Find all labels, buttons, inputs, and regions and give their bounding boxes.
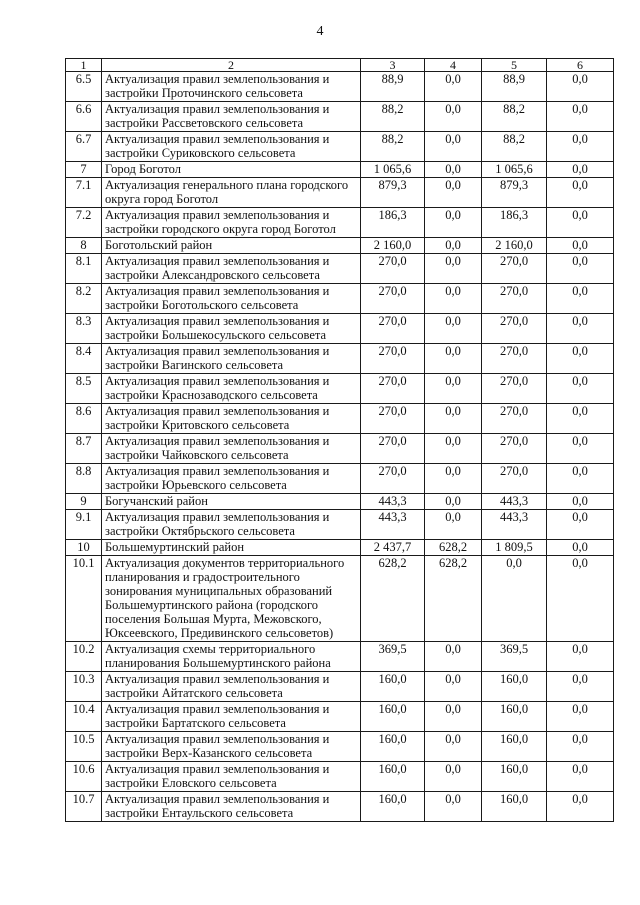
item-name: Актуализация правил землепользования и застройки городского округа город Боготол bbox=[102, 208, 361, 238]
value-col-6: 0,0 bbox=[547, 254, 614, 284]
value-col-3: 270,0 bbox=[361, 284, 425, 314]
item-name: Актуализация правил землепользования и застройки Чайковского сельсовета bbox=[102, 434, 361, 464]
row-number: 8.3 bbox=[66, 314, 102, 344]
value-col-6: 0,0 bbox=[547, 374, 614, 404]
item-name: Богучанский район bbox=[102, 494, 361, 510]
value-col-6: 0,0 bbox=[547, 540, 614, 556]
value-col-5: 879,3 bbox=[482, 178, 547, 208]
table-row bbox=[66, 132, 614, 162]
value-col-6: 0,0 bbox=[547, 642, 614, 672]
value-col-6: 0,0 bbox=[547, 494, 614, 510]
value-col-5: 270,0 bbox=[482, 464, 547, 494]
value-col-6: 0,0 bbox=[547, 132, 614, 162]
table-row bbox=[66, 510, 614, 540]
value-col-5: 270,0 bbox=[482, 284, 547, 314]
value-col-6: 0,0 bbox=[547, 434, 614, 464]
value-col-4: 0,0 bbox=[425, 792, 482, 822]
row-number: 10.5 bbox=[66, 732, 102, 762]
page-number: 4 bbox=[316, 24, 324, 39]
item-name: Актуализация правил землепользования и застройки Александровского сельсовета bbox=[102, 254, 361, 284]
value-col-6: 0,0 bbox=[547, 732, 614, 762]
value-col-3: 1 065,6 bbox=[361, 162, 425, 178]
row-number: 8.4 bbox=[66, 344, 102, 374]
table-row bbox=[66, 102, 614, 132]
row-number: 8.7 bbox=[66, 434, 102, 464]
value-col-5: 443,3 bbox=[482, 494, 547, 510]
table-row bbox=[66, 792, 614, 822]
value-col-6: 0,0 bbox=[547, 72, 614, 102]
value-col-5: 160,0 bbox=[482, 672, 547, 702]
value-col-4: 0,0 bbox=[425, 132, 482, 162]
value-col-4: 0,0 bbox=[425, 72, 482, 102]
value-col-5: 88,2 bbox=[482, 132, 547, 162]
value-col-4: 0,0 bbox=[425, 510, 482, 540]
table-row bbox=[66, 464, 614, 494]
value-col-5: 443,3 bbox=[482, 510, 547, 540]
item-name: Боготольский район bbox=[102, 238, 361, 254]
value-col-3: 88,2 bbox=[361, 102, 425, 132]
row-number: 6.6 bbox=[66, 102, 102, 132]
column-number: 2 bbox=[102, 59, 361, 72]
value-col-4: 0,0 bbox=[425, 672, 482, 702]
value-col-4: 0,0 bbox=[425, 464, 482, 494]
value-col-4: 0,0 bbox=[425, 762, 482, 792]
value-col-4: 0,0 bbox=[425, 284, 482, 314]
value-col-4: 0,0 bbox=[425, 254, 482, 284]
row-number: 7.1 bbox=[66, 178, 102, 208]
row-number: 7 bbox=[66, 162, 102, 178]
item-name: Актуализация правил землепользования и застройки Рассветовского сельсовета bbox=[102, 102, 361, 132]
row-number: 9.1 bbox=[66, 510, 102, 540]
table-row bbox=[66, 238, 614, 254]
value-col-6: 0,0 bbox=[547, 672, 614, 702]
item-name: Актуализация правил землепользования и застройки Краснозаводского сельсовета bbox=[102, 374, 361, 404]
value-col-5: 270,0 bbox=[482, 344, 547, 374]
row-number: 10 bbox=[66, 540, 102, 556]
item-name: Актуализация правил землепользования и застройки Большекосульского сельсовета bbox=[102, 314, 361, 344]
value-col-4: 0,0 bbox=[425, 162, 482, 178]
row-number: 9 bbox=[66, 494, 102, 510]
value-col-5: 270,0 bbox=[482, 314, 547, 344]
column-number: 1 bbox=[66, 59, 102, 72]
value-col-5: 2 160,0 bbox=[482, 238, 547, 254]
row-number: 6.5 bbox=[66, 72, 102, 102]
table-row bbox=[66, 72, 614, 102]
value-col-5: 270,0 bbox=[482, 404, 547, 434]
item-name: Актуализация документов территориального планирования и градостроительного зонирования муниципальных образований Большемуртинского района (городского поселения Большая Мурта, Межовского, Юксеевского, Предивинского сельсоветов) bbox=[102, 556, 361, 642]
table-row bbox=[66, 732, 614, 762]
column-number: 5 bbox=[482, 59, 547, 72]
value-col-5: 0,0 bbox=[482, 556, 547, 642]
value-col-4: 0,0 bbox=[425, 374, 482, 404]
value-col-4: 0,0 bbox=[425, 702, 482, 732]
value-col-4: 0,0 bbox=[425, 208, 482, 238]
table-row bbox=[66, 254, 614, 284]
row-number: 8.8 bbox=[66, 464, 102, 494]
value-col-3: 270,0 bbox=[361, 434, 425, 464]
item-name: Актуализация схемы территориального планирования Большемуртинского района bbox=[102, 642, 361, 672]
value-col-3: 160,0 bbox=[361, 732, 425, 762]
row-number: 8.2 bbox=[66, 284, 102, 314]
value-col-3: 369,5 bbox=[361, 642, 425, 672]
value-col-4: 628,2 bbox=[425, 556, 482, 642]
item-name: Актуализация правил землепользования и застройки Ентаульского сельсовета bbox=[102, 792, 361, 822]
value-col-5: 88,9 bbox=[482, 72, 547, 102]
table-row bbox=[66, 642, 614, 672]
table-row bbox=[66, 434, 614, 464]
row-number: 8 bbox=[66, 238, 102, 254]
value-col-6: 0,0 bbox=[547, 314, 614, 344]
value-col-4: 628,2 bbox=[425, 540, 482, 556]
value-col-5: 1 809,5 bbox=[482, 540, 547, 556]
value-col-6: 0,0 bbox=[547, 702, 614, 732]
value-col-5: 270,0 bbox=[482, 374, 547, 404]
value-col-3: 88,2 bbox=[361, 132, 425, 162]
column-number: 3 bbox=[361, 59, 425, 72]
item-name: Большемуртинский район bbox=[102, 540, 361, 556]
table-row bbox=[66, 540, 614, 556]
value-col-3: 270,0 bbox=[361, 254, 425, 284]
value-col-3: 443,3 bbox=[361, 494, 425, 510]
table-row bbox=[66, 404, 614, 434]
row-number: 8.1 bbox=[66, 254, 102, 284]
value-col-3: 160,0 bbox=[361, 762, 425, 792]
table-row bbox=[66, 314, 614, 344]
value-col-3: 628,2 bbox=[361, 556, 425, 642]
value-col-5: 160,0 bbox=[482, 762, 547, 792]
value-col-4: 0,0 bbox=[425, 732, 482, 762]
value-col-6: 0,0 bbox=[547, 792, 614, 822]
table-row bbox=[66, 344, 614, 374]
value-col-6: 0,0 bbox=[547, 510, 614, 540]
value-col-3: 160,0 bbox=[361, 672, 425, 702]
row-number: 8.5 bbox=[66, 374, 102, 404]
column-number-row bbox=[66, 59, 614, 72]
value-col-3: 879,3 bbox=[361, 178, 425, 208]
row-number: 10.6 bbox=[66, 762, 102, 792]
table-row bbox=[66, 284, 614, 314]
value-col-6: 0,0 bbox=[547, 284, 614, 314]
table-row bbox=[66, 374, 614, 404]
budget-table-body bbox=[66, 59, 614, 822]
value-col-6: 0,0 bbox=[547, 344, 614, 374]
value-col-3: 2 160,0 bbox=[361, 238, 425, 254]
row-number: 10.2 bbox=[66, 642, 102, 672]
column-number: 4 bbox=[425, 59, 482, 72]
item-name: Актуализация правил землепользования и застройки Боготольского сельсовета bbox=[102, 284, 361, 314]
row-number: 7.2 bbox=[66, 208, 102, 238]
value-col-4: 0,0 bbox=[425, 494, 482, 510]
value-col-6: 0,0 bbox=[547, 556, 614, 642]
item-name: Актуализация правил землепользования и застройки Октябрьского сельсовета bbox=[102, 510, 361, 540]
value-col-5: 160,0 bbox=[482, 792, 547, 822]
value-col-5: 160,0 bbox=[482, 702, 547, 732]
value-col-4: 0,0 bbox=[425, 344, 482, 374]
row-number: 10.1 bbox=[66, 556, 102, 642]
item-name: Актуализация правил землепользования и застройки Айтатского сельсовета bbox=[102, 672, 361, 702]
item-name: Актуализация правил землепользования и застройки Юрьевского сельсовета bbox=[102, 464, 361, 494]
value-col-5: 270,0 bbox=[482, 254, 547, 284]
item-name: Актуализация правил землепользования и застройки Бартатского сельсовета bbox=[102, 702, 361, 732]
value-col-3: 160,0 bbox=[361, 792, 425, 822]
table-row bbox=[66, 556, 614, 642]
value-col-6: 0,0 bbox=[547, 762, 614, 792]
value-col-6: 0,0 bbox=[547, 238, 614, 254]
table-row bbox=[66, 702, 614, 732]
value-col-3: 186,3 bbox=[361, 208, 425, 238]
row-number: 8.6 bbox=[66, 404, 102, 434]
table-row bbox=[66, 672, 614, 702]
value-col-3: 270,0 bbox=[361, 314, 425, 344]
item-name: Актуализация правил землепользования и застройки Вагинского сельсовета bbox=[102, 344, 361, 374]
value-col-6: 0,0 bbox=[547, 464, 614, 494]
value-col-4: 0,0 bbox=[425, 404, 482, 434]
row-number: 10.4 bbox=[66, 702, 102, 732]
value-col-3: 270,0 bbox=[361, 404, 425, 434]
table-row bbox=[66, 178, 614, 208]
value-col-6: 0,0 bbox=[547, 102, 614, 132]
value-col-4: 0,0 bbox=[425, 178, 482, 208]
row-number: 10.3 bbox=[66, 672, 102, 702]
table-row bbox=[66, 208, 614, 238]
item-name: Актуализация правил землепользования и застройки Проточинского сельсовета bbox=[102, 72, 361, 102]
value-col-3: 88,9 bbox=[361, 72, 425, 102]
table-row bbox=[66, 494, 614, 510]
value-col-4: 0,0 bbox=[425, 642, 482, 672]
value-col-4: 0,0 bbox=[425, 314, 482, 344]
item-name: Актуализация правил землепользования и застройки Критовского сельсовета bbox=[102, 404, 361, 434]
value-col-6: 0,0 bbox=[547, 162, 614, 178]
row-number: 10.7 bbox=[66, 792, 102, 822]
item-name: Город Боготол bbox=[102, 162, 361, 178]
value-col-6: 0,0 bbox=[547, 178, 614, 208]
value-col-3: 2 437,7 bbox=[361, 540, 425, 556]
value-col-3: 160,0 bbox=[361, 702, 425, 732]
value-col-3: 270,0 bbox=[361, 374, 425, 404]
value-col-3: 443,3 bbox=[361, 510, 425, 540]
value-col-4: 0,0 bbox=[425, 238, 482, 254]
value-col-5: 186,3 bbox=[482, 208, 547, 238]
value-col-4: 0,0 bbox=[425, 102, 482, 132]
table-row bbox=[66, 762, 614, 792]
value-col-5: 88,2 bbox=[482, 102, 547, 132]
value-col-5: 160,0 bbox=[482, 732, 547, 762]
value-col-4: 0,0 bbox=[425, 434, 482, 464]
table-row bbox=[66, 162, 614, 178]
column-number: 6 bbox=[547, 59, 614, 72]
value-col-5: 369,5 bbox=[482, 642, 547, 672]
value-col-5: 270,0 bbox=[482, 434, 547, 464]
item-name: Актуализация правил землепользования и застройки Суриковского сельсовета bbox=[102, 132, 361, 162]
item-name: Актуализация правил землепользования и застройки Еловского сельсовета bbox=[102, 762, 361, 792]
value-col-5: 1 065,6 bbox=[482, 162, 547, 178]
row-number: 6.7 bbox=[66, 132, 102, 162]
value-col-3: 270,0 bbox=[361, 344, 425, 374]
value-col-6: 0,0 bbox=[547, 404, 614, 434]
budget-table bbox=[65, 58, 614, 822]
item-name: Актуализация генерального плана городского округа город Боготол bbox=[102, 178, 361, 208]
value-col-3: 270,0 bbox=[361, 464, 425, 494]
item-name: Актуализация правил землепользования и застройки Верх-Казанского сельсовета bbox=[102, 732, 361, 762]
value-col-6: 0,0 bbox=[547, 208, 614, 238]
